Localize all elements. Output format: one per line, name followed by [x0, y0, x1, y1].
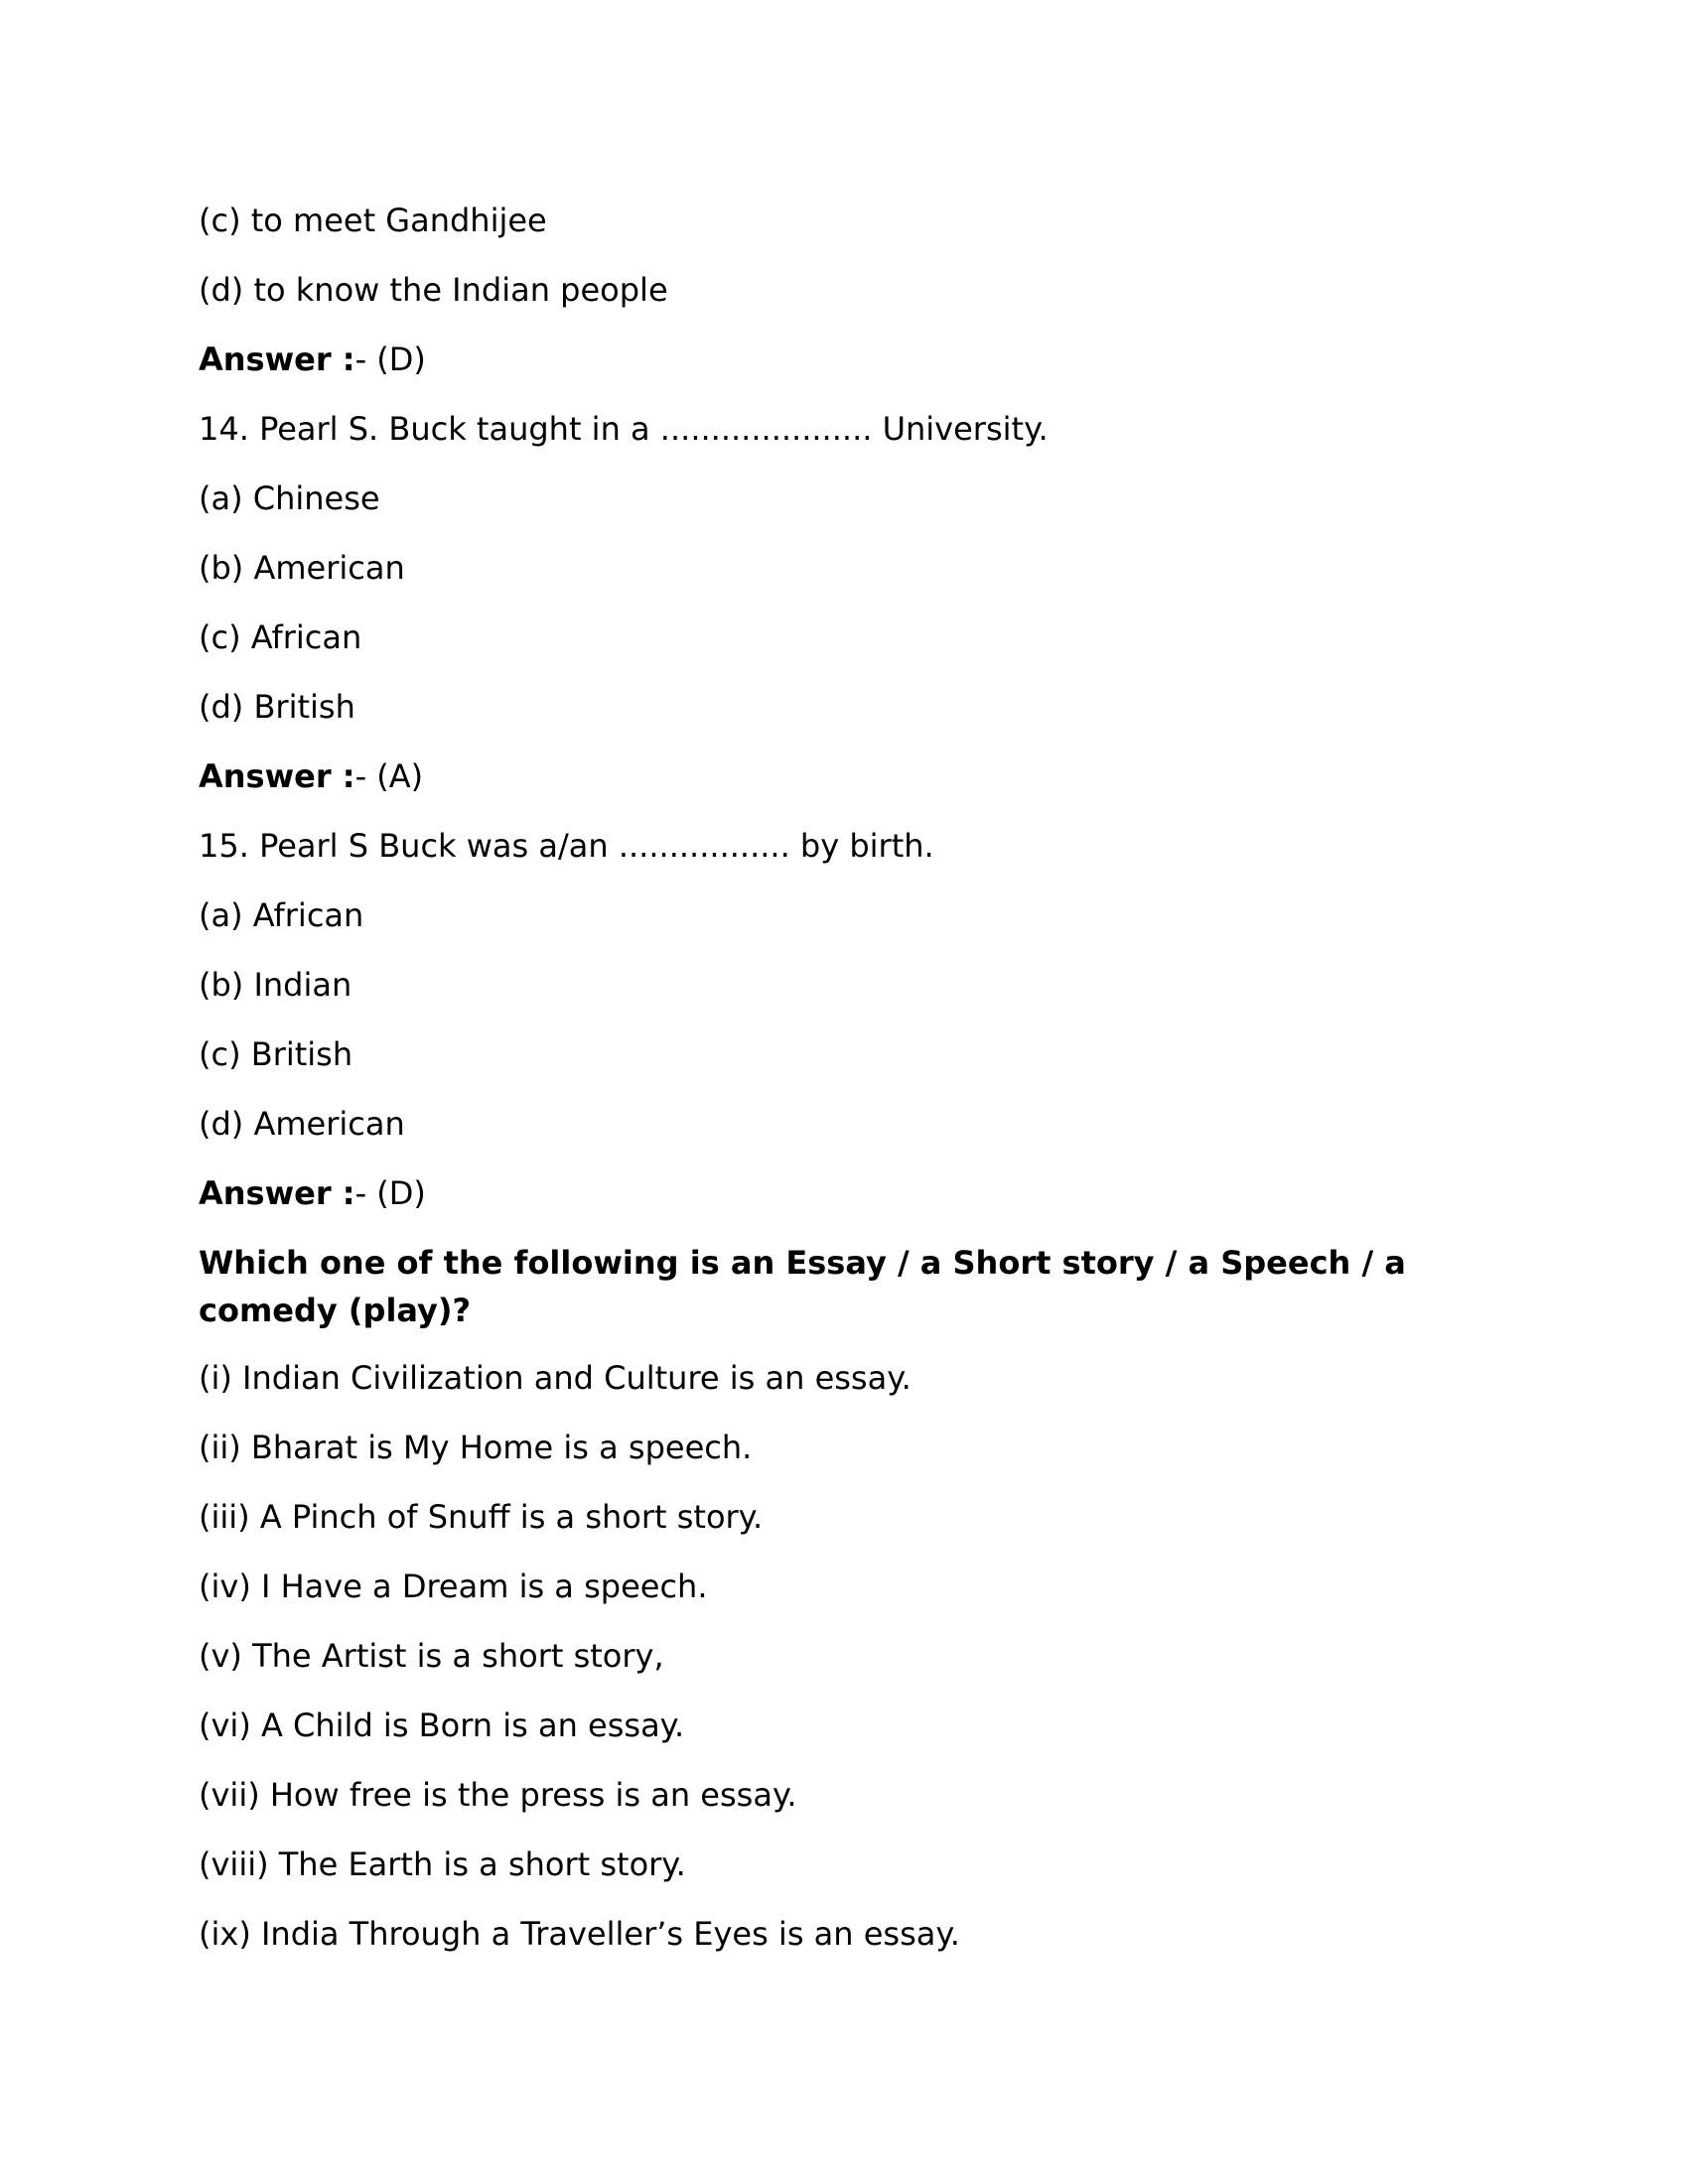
answer-label: Answer : [199, 341, 355, 378]
q14-option-b: (b) American [199, 549, 405, 587]
list-item: (vii) How free is the press is an essay. [199, 1776, 797, 1814]
list-item: (vi) A Child is Born is an essay. [199, 1706, 685, 1744]
q14-answer [199, 756, 423, 796]
answer-label: Answer : [199, 1174, 355, 1212]
list-item: (viii) The Earth is a short story. [199, 1845, 686, 1883]
q14-option-d: (d) British [199, 688, 355, 726]
q14-option-c: (c) African [199, 618, 362, 656]
q13-answer [199, 340, 426, 379]
list-item: (iii) A Pinch of Snuff is a short story. [199, 1498, 764, 1536]
list-item: (ix) India Through a Traveller’s Eyes is an essay. [199, 1915, 960, 1953]
q15-option-d: (d) American [199, 1105, 405, 1143]
list-item: (ii) Bharat is My Home is a speech. [199, 1429, 753, 1466]
list-item: (iv) I Have a Dream is a speech. [199, 1568, 708, 1605]
q13-option-c: (c) to meet Gandhijee [199, 202, 547, 239]
q15-option-c: (c) British [199, 1035, 353, 1073]
answer-label: Answer : [199, 757, 355, 795]
q15-option-b: (b) Indian [199, 966, 352, 1004]
q15-answer [199, 1173, 426, 1213]
q13-option-d: (d) to know the Indian people [199, 271, 668, 309]
q15-question: 15. Pearl S Buck was a/an ................. by birth. [199, 827, 934, 865]
q14-option-a: (a) Chinese [199, 479, 380, 517]
section-heading: Which one of the following is an Essay / a Short story / a Speech / a comedy (play)? [199, 1244, 1406, 1329]
answer-value: - (A) [354, 757, 424, 795]
answer-value: - (D) [354, 1174, 426, 1212]
list-item: (i) Indian Civilization and Culture is an essay. [199, 1359, 912, 1397]
answer-value: - (D) [354, 341, 426, 378]
list-item: (v) The Artist is a short story, [199, 1637, 664, 1675]
q14-question: 14. Pearl S. Buck taught in a ..................... University. [199, 410, 1049, 448]
q15-option-a: (a) African [199, 896, 364, 934]
